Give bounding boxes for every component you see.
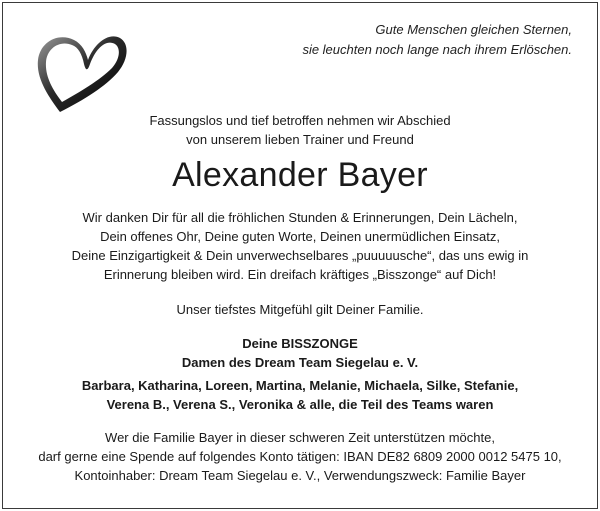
intro-text	[0, 111, 600, 149]
donation-line-2: darf gerne eine Spende auf folgendes Konto tätigen: IBAN DE82 6809 2000 0012 5475 10,	[38, 449, 562, 464]
condolence-line: Unser tiefstes Mitgefühl gilt Deiner Familie.	[176, 302, 424, 317]
thanks-line-4: Erinnerung bleiben wird. Ein dreifach kräftiges „Bisszonge“ auf Dich!	[103, 267, 497, 282]
quote-line-2: sie leuchten noch lange nach ihrem Erlöschen.	[302, 42, 572, 57]
memorial-quote	[302, 20, 572, 60]
heart-icon	[30, 26, 130, 116]
donation-line-1: Wer die Familie Bayer in dieser schweren Zeit unterstützen möchte,	[105, 430, 495, 445]
team-line-1: Deine BISSZONGE	[242, 336, 358, 351]
members-line-1: Barbara, Katharina, Loreen, Martina, Melanie, Michaela, Silke, Stefanie,	[81, 378, 519, 393]
donation-info	[0, 428, 600, 485]
thanks-line-3: Deine Einzigartigkeit & Dein unverwechselbares „puuuuusche“, das uns ewig in	[71, 248, 529, 263]
donation-line-3: Kontoinhaber: Dream Team Siegelau e. V., Verwendungszweck: Familie Bayer	[74, 468, 526, 483]
team-line-2: Damen des Dream Team Siegelau e. V.	[181, 355, 419, 370]
thanks-line-2: Dein offenes Ohr, Deine guten Worte, Deinen unermüdlichen Einsatz,	[100, 229, 500, 244]
team-members	[0, 376, 600, 414]
team-signature	[0, 334, 600, 372]
members-line-2: Verena B., Verena S., Veronika & alle, die Teil des Teams waren	[106, 397, 494, 412]
intro-line-1: Fassungslos und tief betroffen nehmen wir Abschied	[149, 113, 451, 128]
quote-line-1: Gute Menschen gleichen Sternen,	[375, 22, 572, 37]
intro-line-2: von unserem lieben Trainer und Freund	[186, 132, 414, 147]
thanks-paragraph	[0, 208, 600, 284]
deceased-name: Alexander Bayer	[172, 156, 428, 194]
thanks-line-1: Wir danken Dir für all die fröhlichen Stunden & Erinnerungen, Dein Lächeln,	[82, 210, 518, 225]
